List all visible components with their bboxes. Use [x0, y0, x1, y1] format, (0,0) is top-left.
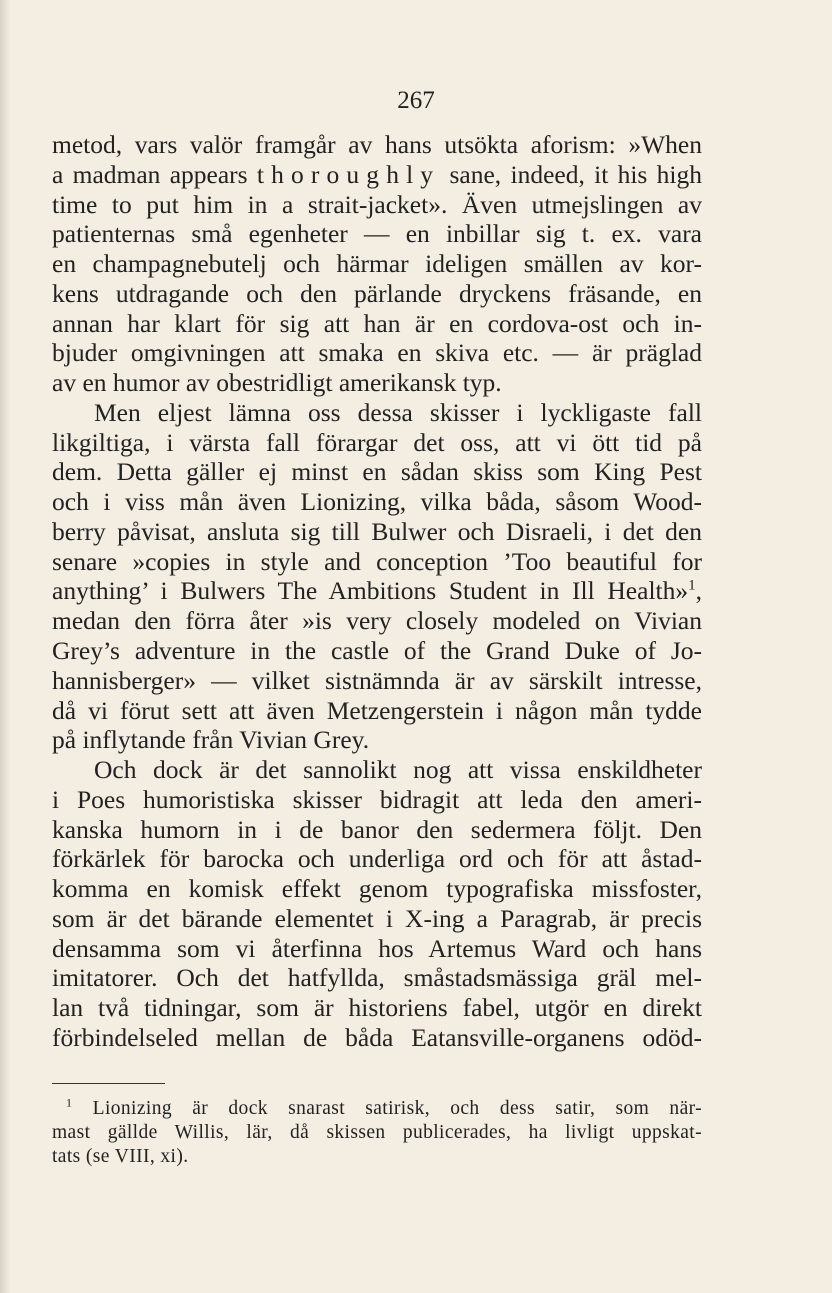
text-line: kanska humorn in i de banor den sedermera följt. Den: [52, 814, 702, 844]
text-line: förkärlek för barocka och underliga ord och för att åstad-: [52, 844, 702, 874]
text-line: likgiltiga, i värsta fall förargar det oss, att vi ött tid på: [52, 427, 702, 457]
footnote-reference[interactable]: 1: [688, 577, 696, 594]
text-line: patienternas små egenheter — en inbillar sig t. ex. vara: [52, 219, 702, 249]
footnote: [52, 1097, 702, 1169]
emphasized-word: thoroughly: [256, 159, 441, 189]
text-line: på inflytande från Vivian Grey.: [52, 725, 370, 755]
body-text: [52, 130, 702, 1053]
text-line: a madman appears thoroughly sane, indeed, it his high: [52, 159, 702, 189]
text-line: då vi förut sett att även Metzengerstein i någon mån tydde: [52, 695, 702, 725]
text-line: densamma som vi återfinna hos Artemus Ward och hans: [52, 933, 702, 963]
text-line: metod, vars valör framgår av hans utsökta aforism: »When: [52, 130, 702, 159]
paragraph-start: Men eljest lämna oss dessa skisser i lyckligaste fall: [94, 397, 702, 427]
text-line: som är det bärande elementet i X-ing a Paragrab, är precis: [52, 903, 702, 933]
text-line: av en humor av obestridligt amerikansk typ.: [52, 368, 502, 398]
text-line: Grey’s adventure in the castle of the Grand Duke of Jo-: [52, 636, 702, 666]
text-line: komma en komisk effekt genom typografiska missfoster,: [52, 874, 702, 904]
text-line: senare »copies in style and conception ’Too beautiful for: [52, 546, 702, 576]
footnote-marker: 1: [66, 1095, 73, 1110]
text-line: dem. Detta gäller ej minst en sådan skiss som King Pest: [52, 457, 702, 487]
text-line: en champagnebutelj och härmar ideligen smällen av kor-: [52, 249, 702, 279]
text-line: time to put him in a strait-jacket». Även utmejslingen av: [52, 189, 702, 219]
text-line: kens utdragande och den pärlande dryckens fräsande, en: [52, 278, 702, 308]
binding-edge: [0, 0, 10, 1293]
text-line: och i viss mån även Lionizing, vilka båda, såsom Wood-: [52, 487, 702, 517]
text-line: hannisberger» — vilket sistnämnda är av särskilt intresse,: [52, 665, 702, 695]
text-line: annan har klart för sig att han är en cordova-ost och in-: [52, 308, 702, 338]
text-line: medan den förra åter »is very closely modeled on Vivian: [52, 606, 702, 636]
footnote-line: $^1$ Lionizing är dock snarast satirisk, och dess satir, som när-: [66, 1095, 702, 1119]
text-line: förbindelseled mellan de båda Eatansville-organens odöd-: [52, 1022, 702, 1052]
footnote-divider: [52, 1083, 165, 1084]
text-line: lan två tidningar, som är historiens fabel, utgör en direkt: [52, 993, 702, 1023]
paragraph-start: Och dock är det sannolikt nog att vissa enskildheter: [94, 755, 702, 785]
footnote-line: tats (se VIII, xi).: [52, 1146, 189, 1167]
footnote-line: mast gällde Willis, lär, då skissen publicerades, ha livligt uppskat-: [52, 1122, 702, 1143]
text-line: berry påvisat, ansluta sig till Bulwer och Disraeli, i det den: [52, 516, 702, 546]
text-line: bjuder omgivningen att smaka en skiva etc. — är präglad: [52, 338, 702, 368]
text-line: i Poes humoristiska skisser bidragit att leda den ameri-: [52, 784, 702, 814]
text-line: imitatorer. Och det hatfyllda, småstadsmässiga gräl mel-: [52, 963, 702, 993]
page-number: 267: [397, 87, 435, 114]
text-line: anything’ i Bulwers The Ambitions Student in Ill Health»$^1$,: [52, 576, 702, 606]
